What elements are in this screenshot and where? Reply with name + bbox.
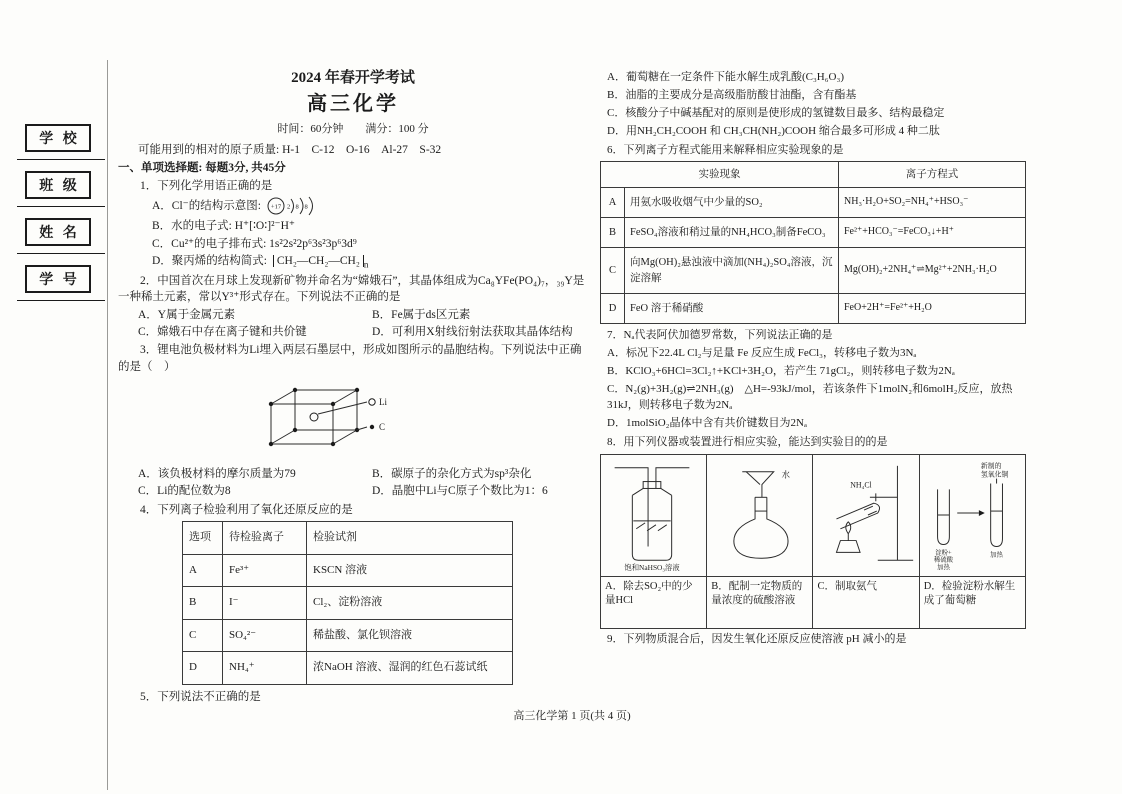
atomic-mass-line: 可能用到的相对的原子质量: H-1 C-12 O-16 Al-27 S-32 [138, 144, 442, 157]
q4-a-ion: Fe³⁺ [223, 554, 307, 587]
q3-options [118, 466, 588, 500]
q8-caption-a: A．除去SO₂中的少量HCl [601, 576, 707, 628]
wash-bottle-label: 饱和NaHSO₃溶液 [624, 562, 680, 572]
q6-header-row [601, 161, 1026, 187]
q4-b-ion: I⁻ [223, 587, 307, 620]
polymer-formula: CH₂—CH₂—CH₂ [273, 255, 364, 267]
q6-row-a [601, 187, 1026, 217]
q5-option-a: A．葡萄糖在一定条件下能水解生成乳酸(C₃H₆O₃) [607, 71, 844, 83]
student-id-label: 学 号 [39, 273, 80, 288]
shell-3-electrons: 8 [304, 203, 308, 211]
page-footer: 高三化学第 1 页(共 4 页) [513, 710, 631, 722]
nh4cl-label: NH₄Cl [850, 480, 873, 490]
q3-option-d: D．晶胞中Li与C原子个数比为1：6 [372, 485, 548, 498]
q5-option-b: B．油脂的主要成分是高级脂肪酸甘油酯，含有酯基 [607, 88, 857, 101]
q6-a-equation: NH₃·H₂O+SO₂=NH₄⁺+HSO₃⁻ [839, 187, 1026, 217]
q8-diagram-b-cell [707, 454, 813, 576]
section-one-heading: 一、单项选择题: 每题3分, 共45分 [118, 161, 286, 174]
q8-caption-d: D．检验淀粉水解生成了葡萄糖 [919, 576, 1025, 628]
q6-c-equation: Mg(OH)₂+2NH₄⁺⇌Mg²⁺+2NH₃·H₂O [839, 248, 1026, 293]
q8-diagram-c-cell [813, 454, 919, 576]
starch-hydrolysis-test-diagram [921, 456, 1021, 574]
gas-washing-bottle-diagram [602, 456, 702, 574]
q6-c-label: C [601, 248, 625, 293]
volumetric-flask-diagram [708, 456, 808, 574]
q8-apparatus-table [600, 454, 1026, 629]
q3-diagram-wrap [238, 378, 588, 464]
starch-label-line2: 稀硫酸 [933, 556, 953, 564]
ammonia-heating-diagram [814, 456, 914, 574]
q4-row-d [183, 652, 513, 685]
q6-c-phenomenon: 向Mg(OH)₂悬浊液中滴加(NH₄)₂SO₄溶液，沉淀溶解 [625, 248, 839, 293]
water-label: 水 [781, 470, 791, 480]
shell-2-electrons: 8 [295, 203, 299, 211]
q1-option-a-text: A．Cl⁻的结构示意图: [152, 200, 261, 213]
q8-diagram-row [601, 454, 1026, 576]
q1-option-c: C．Cu²⁺的电子排布式: 1s²2s²2p⁶3s²3p⁶3d⁹ [152, 237, 357, 250]
q6-header-phenomenon: 实验现象 [601, 161, 839, 187]
cuoh-label-line1: 新制的 [980, 462, 1002, 470]
q8-diagram-a-cell [601, 454, 707, 576]
q2-option-c: C．嫦娥石中存在离子键和共价键 [138, 325, 307, 338]
q2-option-b: B．Fe属于ds区元素 [372, 308, 471, 321]
student-id-field-box [25, 265, 91, 293]
q6-header-equation: 离子方程式 [839, 161, 1026, 187]
q6-b-phenomenon: FeSO₄溶液和稍过量的NH₄HCO₃制备FeCO₃ [625, 218, 839, 248]
q4-a-label: A [183, 554, 223, 587]
q4-header-ion: 待检验离子 [223, 521, 307, 554]
q7-stem: 7．Nₐ代表阿伏加德罗常数，下列说法正确的是 [607, 329, 833, 341]
q6-stem: 6．下列离子方程式能用来解释相应实验现象的是 [607, 143, 844, 156]
atom-structure-icon [266, 195, 320, 217]
q3-stem: 3．锂电池负极材料为Li埋入两层石墨层中，形成如图所示的晶胞结构。下列说法中正确的是（ ） [118, 344, 582, 373]
q1-option-b: B．水的电子式: H⁺[∶O∶]²⁻H⁺ [152, 220, 295, 233]
q5-stem: 5．下列说法不正确的是 [140, 691, 261, 703]
q1-stem: 1．下列化学用语正确的是 [140, 179, 273, 192]
q6-d-phenomenon: FeO 溶于稀硝酸 [625, 293, 839, 323]
q4-row-c [183, 619, 513, 652]
q4-c-label: C [183, 619, 223, 652]
legend-li-label: Li [379, 396, 387, 407]
q8-caption-b: B．配制一定物质的量浓度的硫酸溶液 [707, 576, 813, 628]
q7-option-b: B．KClO₃+6HCl=3Cl₂↑+KCl+3H₂O，若产生 71gCl₂，则转移电子数为2Nₐ [607, 364, 955, 377]
q5-option-d: D．用NH₂CH₂COOH 和 CH₃CH(NH₂)COOH 缩合最多可形成 4 种二肽 [607, 124, 940, 137]
q4-b-reagent: Cl₂、淀粉溶液 [307, 587, 513, 620]
q6-d-label: D [601, 293, 625, 323]
q7-option-a: A．标况下22.4L Cl₂与足量 Fe 反应生成 FeCl₃，转移电子数为3Nₐ [607, 346, 917, 359]
starch-label-line1: 淀粉+ [934, 548, 952, 556]
class-field-box [25, 171, 91, 199]
name-write-line [17, 253, 105, 254]
q4-header-reagent: 检验试剂 [307, 521, 513, 554]
q2-stem: 2．中国首次在月球上发现新矿物并命名为“嫦娥石”，其晶体组成为Ca₈YFe(PO₄)₇，₃₉Y是一种稀土元素，常以Y³⁺形式存在。下列说法不正确的是 [118, 275, 585, 304]
school-write-line [17, 159, 105, 160]
q4-a-reagent: KSCN 溶液 [307, 554, 513, 587]
cuoh-label-line2: 氢氧化铜 [980, 471, 1009, 479]
q2-option-d: D．可利用X射线衍射法获取其晶体结构 [372, 325, 573, 338]
q9-stem: 9．下列物质混合后，因发生氧化还原反应使溶液 pH 减小的是 [607, 632, 907, 645]
q4-d-ion: NH₄⁺ [223, 652, 307, 685]
exam-title: 2024 年春开学考试 [291, 70, 415, 86]
q8-caption-c: C．制取氨气 [813, 576, 919, 628]
subject-title: 高三化学 [307, 93, 399, 116]
q6-row-b [601, 218, 1026, 248]
heat-right-label: 加热 [989, 550, 1003, 558]
q4-c-reagent: 稀盐酸、氯化钡溶液 [307, 619, 513, 652]
exam-meta: 时间：60分钟 满分：100 分 [277, 122, 429, 135]
school-field-box [25, 124, 91, 152]
page-fold-line [107, 60, 108, 790]
q1-option-d [118, 253, 588, 271]
q6-table [600, 161, 1026, 324]
q4-header-option: 选项 [183, 521, 223, 554]
atom-nucleus-charge: +17 [270, 203, 282, 211]
q6-row-d [601, 293, 1026, 323]
q5-option-c: C．核酸分子中碱基配对的原则是使形成的氢键数目最多、结构最稳定 [607, 106, 945, 119]
shell-1-electrons: 2 [286, 203, 291, 211]
q7-option-c: C．N₂(g)+3H₂(g)⇌2NH₃(g) △H=-93kJ/mol，若该条件下1molN₂和6molH₂反应，放热31kJ，则转移电子数为2Nₐ [607, 382, 1013, 411]
q4-table [182, 521, 513, 685]
q4-header-row [183, 521, 513, 554]
q3-option-a: A．该负极材料的摩尔质量为79 [138, 467, 296, 480]
crystal-cell-diagram [238, 378, 413, 464]
q6-a-label: A [601, 187, 625, 217]
q3-option-c: C．Li的配位数为8 [138, 485, 231, 498]
q2-options [118, 307, 588, 341]
q6-b-equation: Fe²⁺+HCO₃⁻=FeCO₃↓+H⁺ [839, 218, 1026, 248]
q8-caption-row [601, 576, 1026, 628]
q4-row-a [183, 554, 513, 587]
q1-option-d-text: D．聚丙烯的结构简式: [152, 254, 267, 267]
q4-stem: 4．下列离子检验利用了氧化还原反应的是 [140, 503, 353, 516]
q4-d-label: D [183, 652, 223, 685]
heat-left-label: 加热 [936, 563, 950, 571]
student-id-write-line [17, 300, 105, 301]
class-write-line [17, 206, 105, 207]
q6-row-c [601, 248, 1026, 293]
q6-d-equation: FeO+2H⁺=Fe²⁺+H₂O [839, 293, 1026, 323]
q4-c-ion: SO₄²⁻ [223, 619, 307, 652]
q4-row-b [183, 587, 513, 620]
school-label: 学 校 [39, 132, 80, 147]
left-column [118, 68, 588, 706]
q4-b-label: B [183, 587, 223, 620]
q4-d-reagent: 浓NaOH 溶液、湿润的红色石蕊试纸 [307, 652, 513, 685]
class-label: 班 级 [39, 179, 80, 194]
q1-option-a [118, 195, 588, 217]
q8-diagram-d-cell [919, 454, 1025, 576]
q6-b-label: B [601, 218, 625, 248]
legend-c-label: C [379, 421, 386, 432]
q2-option-a: A．Y属于金属元素 [138, 308, 236, 321]
name-field-box [25, 218, 91, 246]
q7-option-d: D．1molSiO₂晶体中含有共价键数目为2Nₐ [607, 416, 807, 429]
q6-a-phenomenon: 用氨水吸收烟气中少量的SO₂ [625, 187, 839, 217]
q3-option-b: B．碳原子的杂化方式为sp³杂化 [372, 467, 532, 480]
right-column [600, 70, 1026, 650]
name-label: 姓 名 [39, 226, 80, 241]
q8-stem: 8．用下列仪器或装置进行相应实验，能达到实验目的的是 [607, 435, 888, 448]
polymer-subscript-n: n [363, 259, 369, 270]
